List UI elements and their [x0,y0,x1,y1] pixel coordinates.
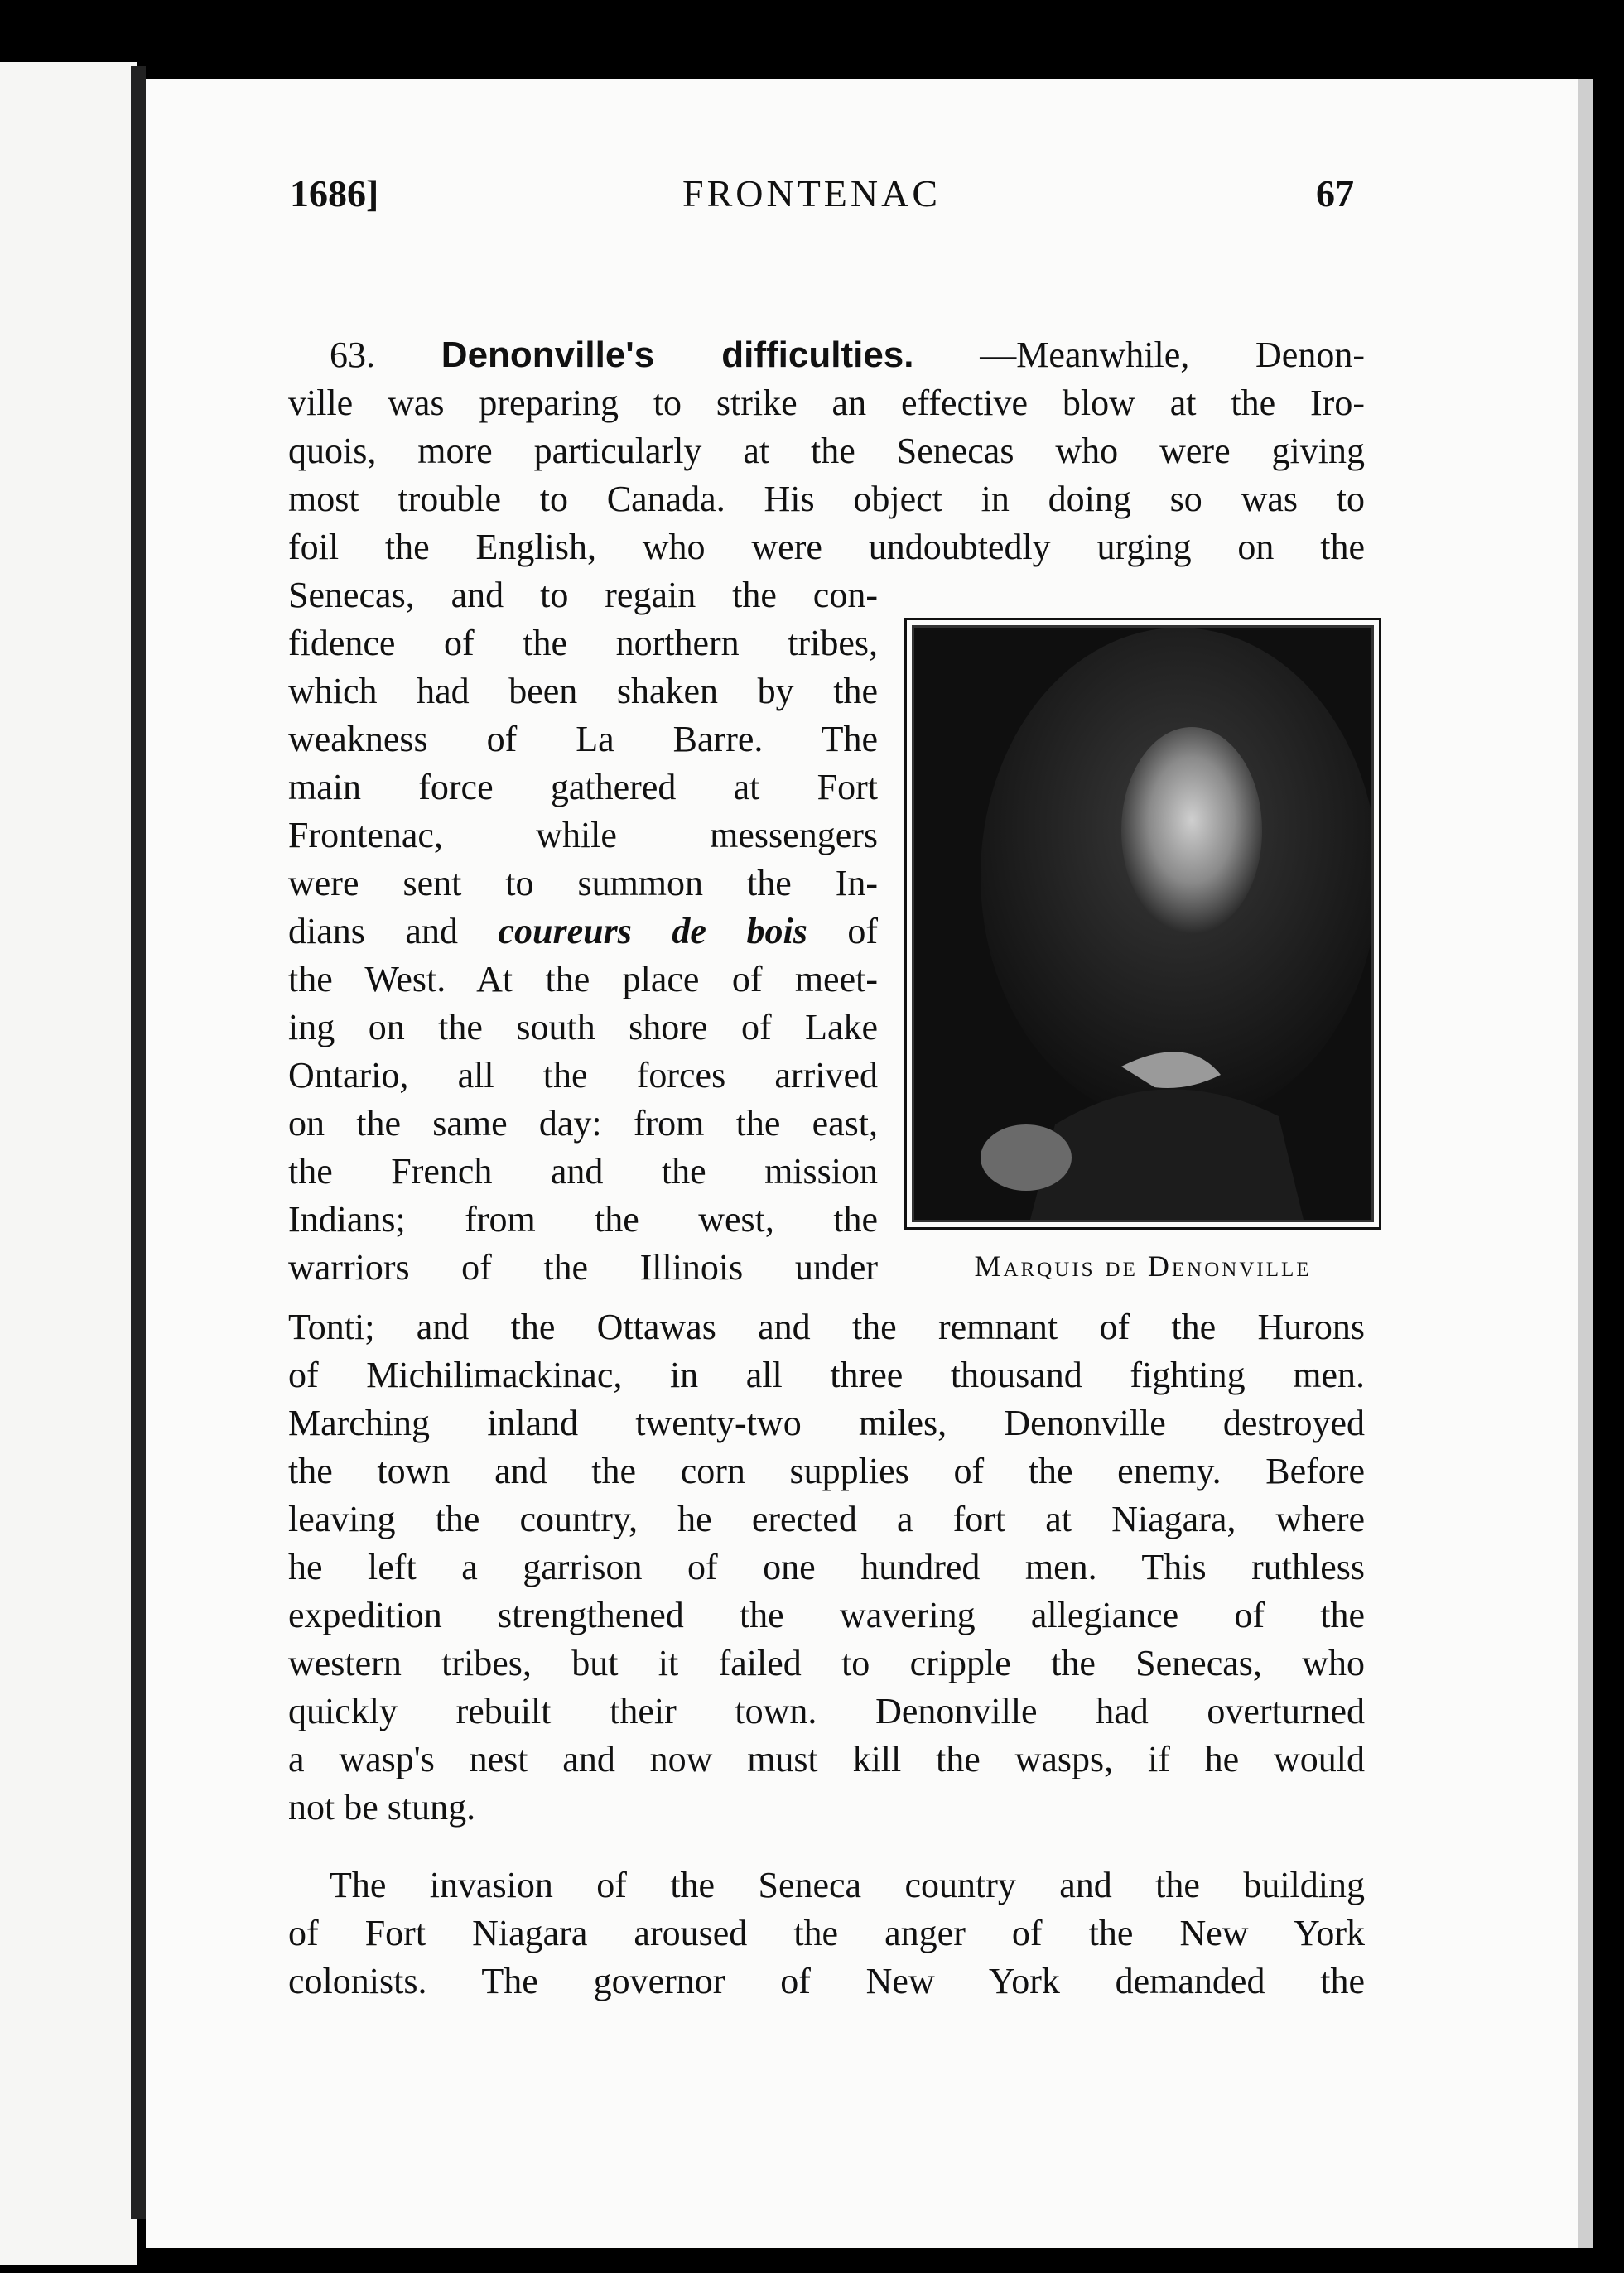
text-line: The invasion of the Seneca country and the building [330,1865,1365,1905]
text-line: quickly rebuilt their town. Denonville had overturned [288,1691,1365,1731]
text-line: Marching inland twenty-two miles, Denonville destroyed [288,1403,1365,1443]
header-title: FRONTENAC [682,172,942,214]
text-line: colonists. The governor of New York demanded the [288,1961,1365,2001]
text-line: ing on the south shore of Lake [288,1007,878,1047]
page-edge-shadow [1578,79,1593,2248]
text-line: a wasp's nest and now must kill the wasps, if he would [288,1739,1365,1779]
text-line: Tonti; and the Ottawas and the remnant of the Hurons [288,1307,1365,1347]
left-page-margin [0,62,137,2265]
italic-term: coureurs de bois [498,911,807,951]
section-title: Denonville's difficulties. [441,335,914,375]
page-number: 67 [1316,172,1354,214]
text-line: which had been shaken by the [288,671,878,711]
text-line: leaving the country, he erected a fort at Niagara, where [288,1499,1365,1539]
text-line: warriors of the Illinois under [288,1247,878,1288]
running-header [149,171,1375,221]
figure-caption: Marquis de Denonville [974,1250,1312,1283]
portrait-image [912,625,1374,1222]
text-line: Frontenac, while messengers [288,815,878,855]
text-line [288,331,1365,379]
text-line: the West. At the place of meet- [288,959,878,999]
portrait-illustration [914,628,1371,1220]
text-fragment: —Meanwhile, Denon- [980,335,1365,375]
text-line: not be stung. [288,1787,476,1828]
text-line: of Michilimackinac, in all three thousand fighting men. [288,1355,1365,1395]
paragraph-2 [288,1861,1365,2006]
section-narrow-column [288,571,878,1292]
section-number: 63. [330,335,375,375]
text-line: main force gathered at Fort [288,767,878,807]
text-line: foil the English, who were undoubtedly urging on the [288,527,1365,567]
text-line: most trouble to Canada. His object in doing so was to [288,479,1365,519]
text-line: of Fort Niagara aroused the anger of the New York [288,1913,1365,1953]
text-line: the French and the mission [288,1151,878,1192]
book-gutter [131,66,146,2219]
text-line: Ontario, all the forces arrived [288,1055,878,1096]
text-line [288,908,878,956]
text-line: on the same day: from the east, [288,1103,878,1144]
text-line: fidence of the northern tribes, [288,623,878,663]
text-line: Indians; from the west, the [288,1199,878,1240]
text-fragment: dians and [288,911,458,951]
text-line: ville was preparing to strike an effective blow at the Iro- [288,383,1365,423]
text-fragment: of [847,911,879,951]
text-line: western tribes, but it failed to cripple the Senecas, who [288,1643,1365,1683]
header-year: 1686] [290,172,379,214]
text-line: Senecas, and to regain the con- [288,575,878,615]
text-line: expedition strengthened the wavering allegiance of the [288,1595,1365,1635]
text-line: he left a garrison of one hundred men. This ruthless [288,1547,1365,1587]
section-intro [288,331,1365,571]
text-line: the town and the corn supplies of the enemy. Before [288,1451,1365,1491]
text-line: were sent to summon the In- [288,863,878,903]
section-continuation [288,1303,1365,1832]
text-line: quois, more particularly at the Senecas who were giving [288,431,1365,471]
text-line: weakness of La Barre. The [288,719,878,759]
